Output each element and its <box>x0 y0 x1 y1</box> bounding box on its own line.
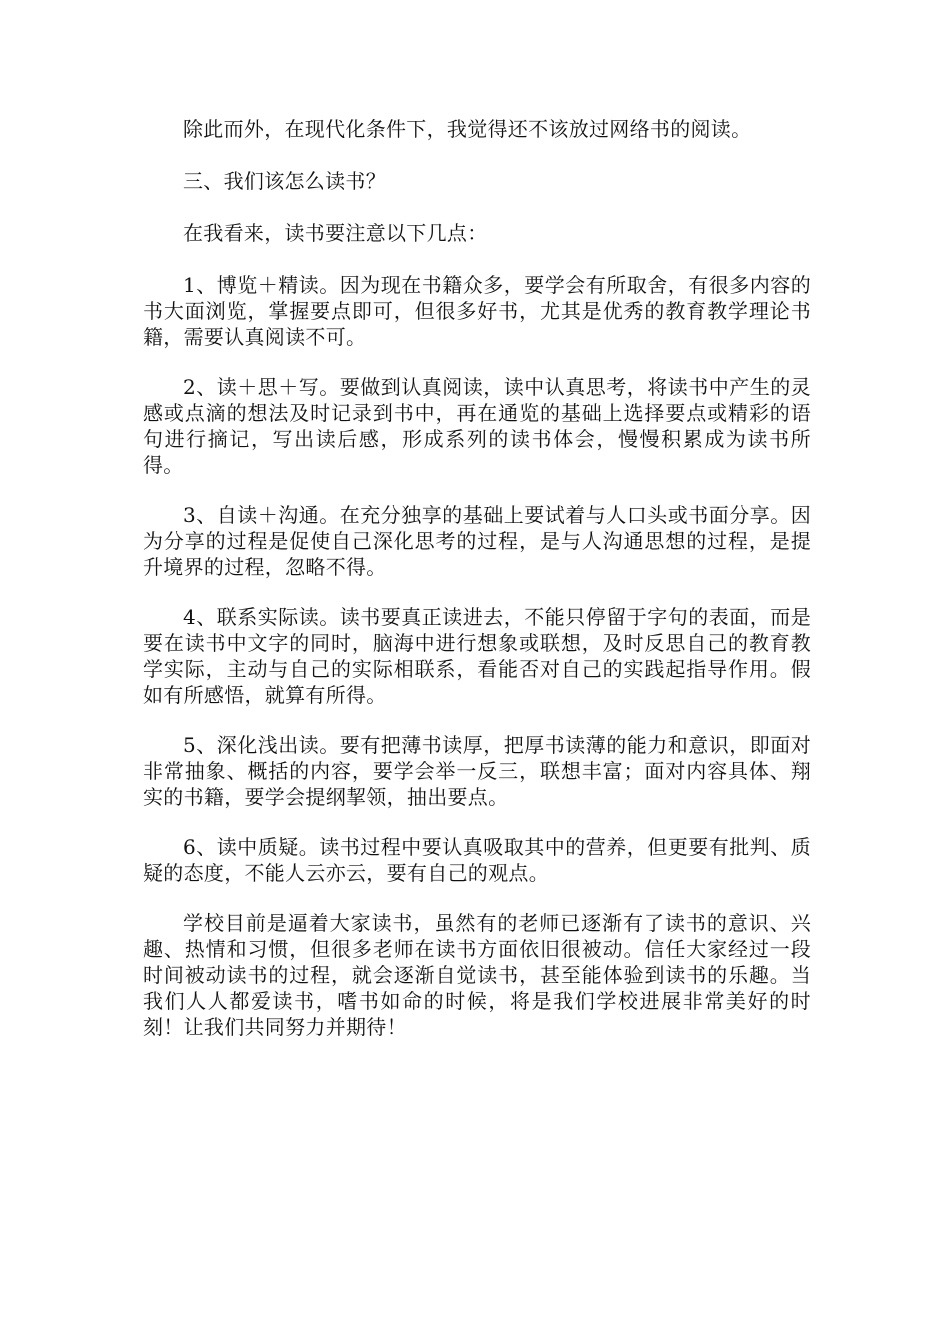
paragraph-intro-points: 在我看来，读书要注意以下几点： <box>183 221 488 245</box>
paragraph-point-1: 1、博览＋精读。因为现在书籍众多，要学会有所取舍，有很多内容的书大面浏览，掌握要点即可，但很多好书，尤其是优秀的教育教学理论书籍，需要认真阅读不可。 <box>143 273 811 349</box>
paragraph-point-2: 2、读＋思＋写。要做到认真阅读，读中认真思考，将读书中产生的灵感或点滴的想法及时记录到书中，再在通览的基础上选择要点或精彩的语句进行摘记，写出读后感，形成系列的读书体会，慢慢积累成为读书所得。 <box>143 375 811 477</box>
paragraph-point-5: 5、深化浅出读。要有把薄书读厚，把厚书读薄的能力和意识，即面对非常抽象、概括的内容，要学会举一反三，联想丰富；面对内容具体、翔实的书籍，要学会提纲挈领，抽出要点。 <box>143 733 811 809</box>
paragraph-point-4: 4、联系实际读。读书要真正读进去，不能只停留于字句的表面，而是要在读书中文字的同时，脑海中进行想象或联想，及时反思自己的教育教学实际，主动与自己的实际相联系，看能否对自己的实践起指导作用。假如有所感悟，就算有所得。 <box>143 605 811 707</box>
paragraph-point-3: 3、自读＋沟通。在充分独享的基础上要试着与人口头或书面分享。因为分享的过程是促使自己深化思考的过程，是与人沟通思想的过程，是提升境界的过程，忽略不得。 <box>143 503 811 579</box>
section-heading-how-to-read: 三、我们该怎么读书？ <box>183 169 386 193</box>
paragraph-point-6: 6、读中质疑。读书过程中要认真吸取其中的营养，但更要有批判、质疑的态度，不能人云亦云，要有自己的观点。 <box>143 835 811 885</box>
paragraph-network-reading: 除此而外，在现代化条件下，我觉得还不该放过网络书的阅读。 <box>183 117 752 141</box>
document-body <box>143 116 811 1064</box>
paragraph-conclusion: 学校目前是逼着大家读书，虽然有的老师已逐渐有了读书的意识、兴趣、热情和习惯，但很多老师在读书方面依旧很被动。信任大家经过一段时间被动读书的过程，就会逐渐自觉读书，甚至能体验到读书的乐趣。当我们人人都爱读书，嗜书如命的时候，将是我们学校进展非常美好的时刻！让我们共同努力并期待！ <box>143 911 811 1039</box>
